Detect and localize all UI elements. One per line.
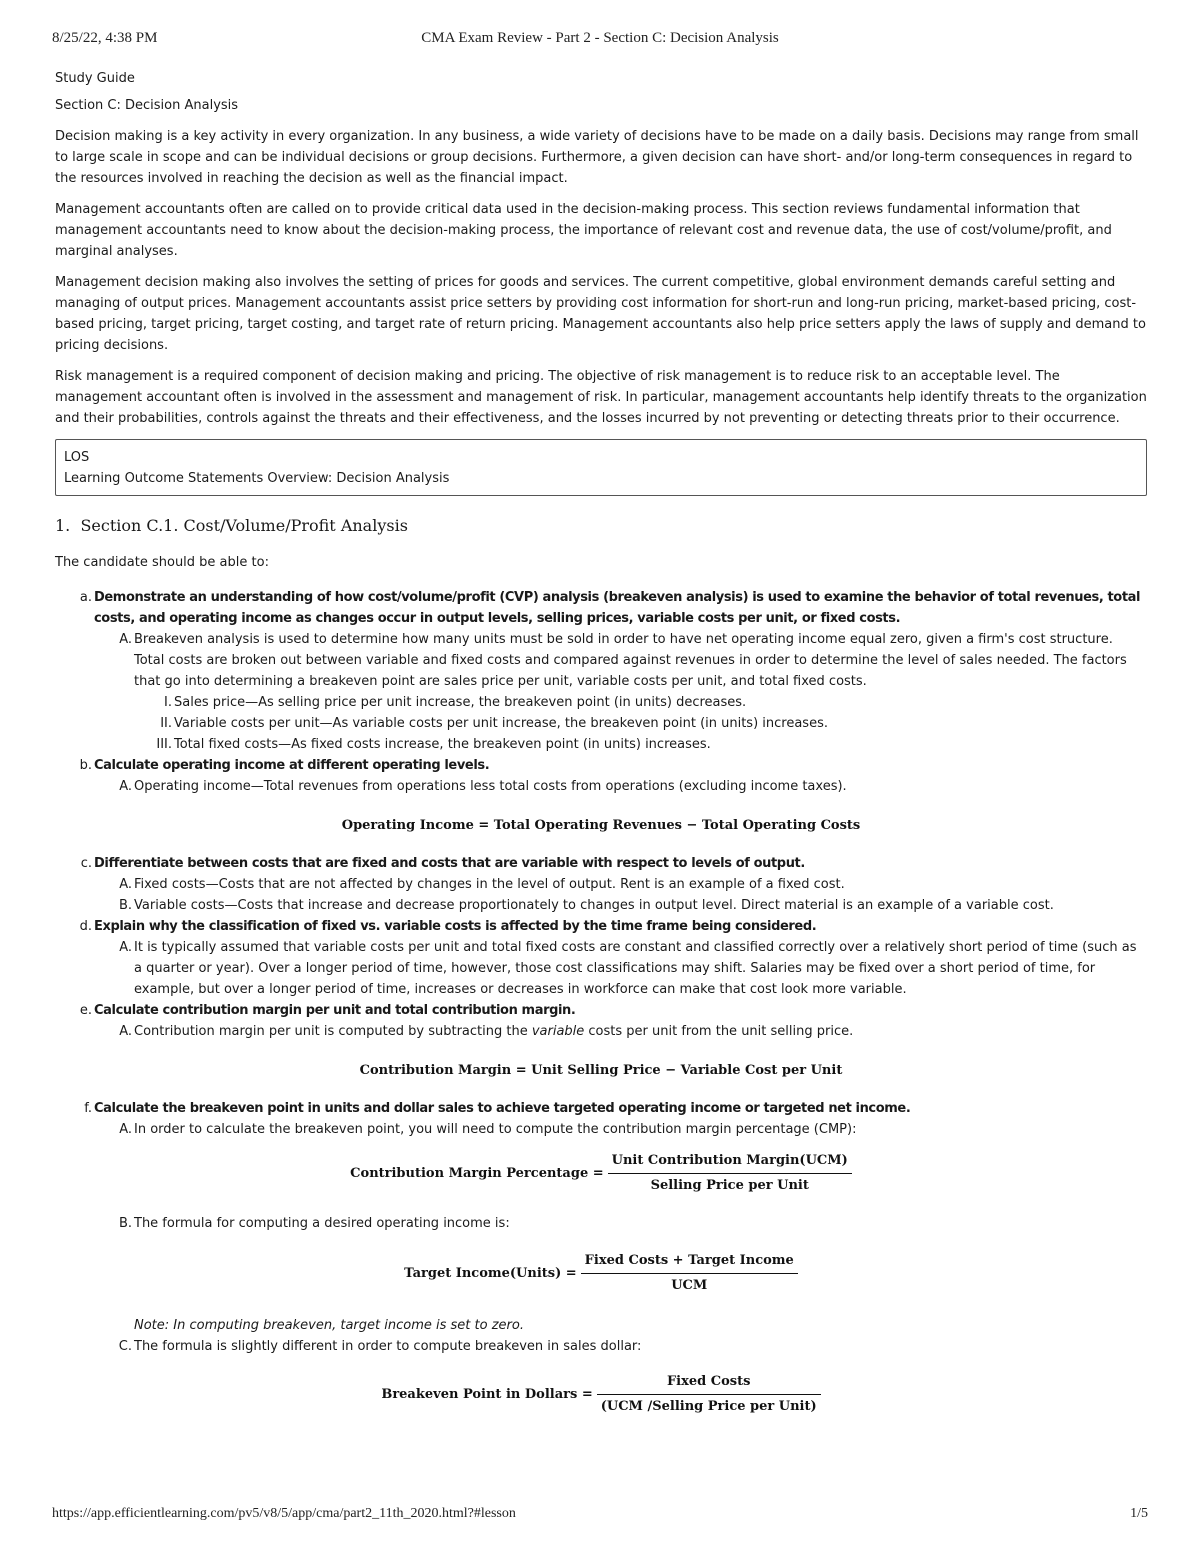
list-item <box>55 874 1147 895</box>
list-item <box>55 776 1147 797</box>
objective-f <box>55 1098 1147 1119</box>
section-title: Section C.1. Cost/Volume/Profit Analysis <box>80 516 408 535</box>
formula-lhs: Breakeven Point in Dollars = <box>381 1387 593 1402</box>
emphasis-variable: variable <box>531 1024 585 1039</box>
item-text: It is typically assumed that variable costs per unit and total fixed costs are constant and classified correctly over a relatively short period of time (such as a quarter or year). Over a longer period of time, however, those cost classifications may shift. Salaries may be fixed over a short period of time, for example, but over a longer period of time, increases or decreases in workforce can make that cost look more variable. <box>134 940 1137 997</box>
page-number: 1/5 <box>1130 1506 1148 1521</box>
los-title: Learning Outcome Statements Overview: Decision Analysis <box>64 471 450 486</box>
operating-income-formula: Operating Income = Total Operating Revenues − Total Operating Costs <box>341 818 861 833</box>
list-marker: II. <box>160 716 172 731</box>
item-text: Operating income—Total revenues from operations less total costs from operations (excluding income taxes). <box>134 779 847 794</box>
print-header <box>52 30 1148 50</box>
list-marker: A. <box>119 877 132 892</box>
fraction-numerator: Fixed Costs <box>666 1374 751 1389</box>
document-content <box>55 68 1147 1416</box>
list-item <box>55 1021 1147 1042</box>
fraction-numerator: Unit Contribution Margin(UCM) <box>611 1153 848 1168</box>
print-title: CMA Exam Review - Part 2 - Section C: Decision Analysis <box>421 30 779 46</box>
intro-paragraph: Risk management is a required component of decision making and pricing. The objective of risk management is to reduce risk to an acceptable level. The management accountant often is involved in the assessment and management of risk. In particular, management accountants help identify threats to the organization and their probabilities, controls against the threats and their effectiveness, and the losses incurred by not preventing or detecting threats prior to their occurrence. <box>55 369 1147 426</box>
item-text: Variable costs—Costs that increase and decrease proportionately to changes in output level. Direct material is an example of a variable cost. <box>134 898 1054 913</box>
list-item <box>55 937 1147 1000</box>
item-text: Sales price—As selling price per unit increase, the breakeven point (in units) decreases. <box>174 695 747 710</box>
list-marker: A. <box>119 779 132 794</box>
fraction-denominator: (UCM /Selling Price per Unit) <box>597 1394 821 1416</box>
list-marker: B. <box>118 898 132 913</box>
list-marker: A. <box>119 632 132 647</box>
list-marker: f. <box>84 1101 92 1116</box>
item-text: In order to calculate the breakeven point, you will need to compute the contribution margin percentage (CMP): <box>134 1122 857 1137</box>
contribution-margin-formula: Contribution Margin = Unit Selling Price − Variable Cost per Unit <box>359 1063 843 1078</box>
cmp-formula <box>55 1140 1147 1213</box>
fraction <box>597 1373 821 1416</box>
text-run: costs per unit from the unit selling price. <box>584 1024 854 1039</box>
section-label: Section C: Decision Analysis <box>55 98 239 113</box>
list-marker: a. <box>79 590 92 605</box>
item-text: Variable costs per unit—As variable costs per unit increase, the breakeven point (in units) increases. <box>174 716 828 731</box>
objective-b <box>55 755 1147 776</box>
candidate-lead: The candidate should be able to: <box>55 555 269 570</box>
list-marker: d. <box>79 919 92 934</box>
breakeven-dollars-formula <box>55 1357 1147 1416</box>
item-text <box>134 1024 853 1039</box>
print-date: 8/25/22, 4:38 PM <box>52 30 158 46</box>
list-item <box>55 1336 1147 1357</box>
fraction-denominator: UCM <box>581 1273 798 1295</box>
intro-paragraph: Decision making is a key activity in every organization. In any business, a wide variety of decisions have to be made on a daily basis. Decisions may range from small to large scale in scope and can be individual decisions or group decisions. Furthermore, a given decision can have short- and/or long-term consequences in regard to the resources involved in reaching the decision as well as the financial impact. <box>55 129 1139 186</box>
item-text: The formula is slightly different in order to compute breakeven in sales dollar: <box>134 1339 642 1354</box>
objective-text: Calculate the breakeven point in units and dollar sales to achieve targeted operating income or targeted net income. <box>94 1101 911 1116</box>
list-item <box>55 692 1147 713</box>
guide-label: Study Guide <box>55 71 135 86</box>
note <box>55 1315 1147 1336</box>
list-item <box>55 713 1147 734</box>
list-marker: C. <box>118 1339 132 1354</box>
objective-a <box>55 587 1147 629</box>
objective-e <box>55 1000 1147 1021</box>
list-marker: A. <box>119 1024 132 1039</box>
list-marker: e. <box>79 1003 92 1018</box>
list-item <box>55 1213 1147 1234</box>
print-footer <box>52 1506 1148 1526</box>
objective-text: Calculate contribution margin per unit and total contribution margin. <box>94 1003 576 1018</box>
list-marker: I. <box>164 695 172 710</box>
list-item <box>55 895 1147 916</box>
fraction <box>581 1252 798 1295</box>
list-item <box>55 629 1147 692</box>
objective-text: Demonstrate an understanding of how cost/volume/profit (CVP) analysis (breakeven analysis) is used to examine the behavior of total revenues, total costs, and operating income as changes occur in output levels, selling prices, variable costs per unit, or fixed costs. <box>94 590 1141 626</box>
item-text: The formula for computing a desired operating income is: <box>134 1216 510 1231</box>
los-tag: LOS <box>64 450 90 465</box>
page-url: https://app.efficientlearning.com/pv5/v8/5/app/cma/part2_11th_2020.html?#lesson <box>52 1506 516 1521</box>
objective-text: Explain why the classification of fixed vs. variable costs is affected by the time frame being considered. <box>94 919 817 934</box>
intro <box>55 126 1147 429</box>
section-heading <box>55 514 1147 538</box>
fraction-numerator: Fixed Costs + Target Income <box>584 1253 794 1268</box>
intro-paragraph: Management decision making also involves the setting of prices for goods and services. The current competitive, global environment demands careful setting and managing of output prices. Management accountants assist price setters by providing cost information for short-run and long-run pricing, market-based pricing, cost-based pricing, target pricing, target costing, and target rate of return pricing. Management accountants also help price setters apply the laws of supply and demand to pricing decisions. <box>55 275 1146 353</box>
list-marker: A. <box>119 1122 132 1137</box>
target-income-formula <box>55 1234 1147 1315</box>
item-text: Breakeven analysis is used to determine how many units must be sold in order to have net operating income equal zero, given a firm's cost structure. Total costs are broken out between variable and fixed costs and compared against revenues in order to determine the level of sales needed. The factors that go into determining a breakeven point are sales price per unit, variable costs per unit, and total fixed costs. <box>134 632 1127 689</box>
item-text: Total fixed costs—As fixed costs increase, the breakeven point (in units) increases. <box>174 737 711 752</box>
list-item <box>55 734 1147 755</box>
text-run: Contribution margin per unit is computed by subtracting the <box>134 1024 532 1039</box>
list-marker: A. <box>119 940 132 955</box>
item-text: Fixed costs—Costs that are not affected by changes in the level of output. Rent is an example of a fixed cost. <box>134 877 845 892</box>
intro-paragraph: Management accountants often are called on to provide critical data used in the decision-making process. This section reviews fundamental information that management accountants need to know about the decision-making process, the importance of relevant cost and revenue data, the use of cost/volume/profit, and marginal analyses. <box>55 202 1112 259</box>
los-box <box>55 439 1147 496</box>
note-text: Note: In computing breakeven, target income is set to zero. <box>134 1318 524 1333</box>
list-marker: III. <box>156 737 172 752</box>
fraction <box>608 1152 852 1195</box>
fraction-denominator: Selling Price per Unit <box>608 1173 852 1195</box>
formula-lhs: Contribution Margin Percentage = <box>350 1166 604 1181</box>
formula-lhs: Target Income(Units) = <box>404 1266 577 1281</box>
objective-text: Calculate operating income at different operating levels. <box>94 758 490 773</box>
list-marker: c. <box>80 856 92 871</box>
objective-d <box>55 916 1147 937</box>
objective-text: Differentiate between costs that are fixed and costs that are variable with respect to levels of output. <box>94 856 805 871</box>
list-item <box>55 1119 1147 1140</box>
list-marker: B. <box>118 1216 132 1231</box>
section-number: 1. <box>55 516 71 535</box>
objective-c <box>55 853 1147 874</box>
list-marker: b. <box>79 758 92 773</box>
